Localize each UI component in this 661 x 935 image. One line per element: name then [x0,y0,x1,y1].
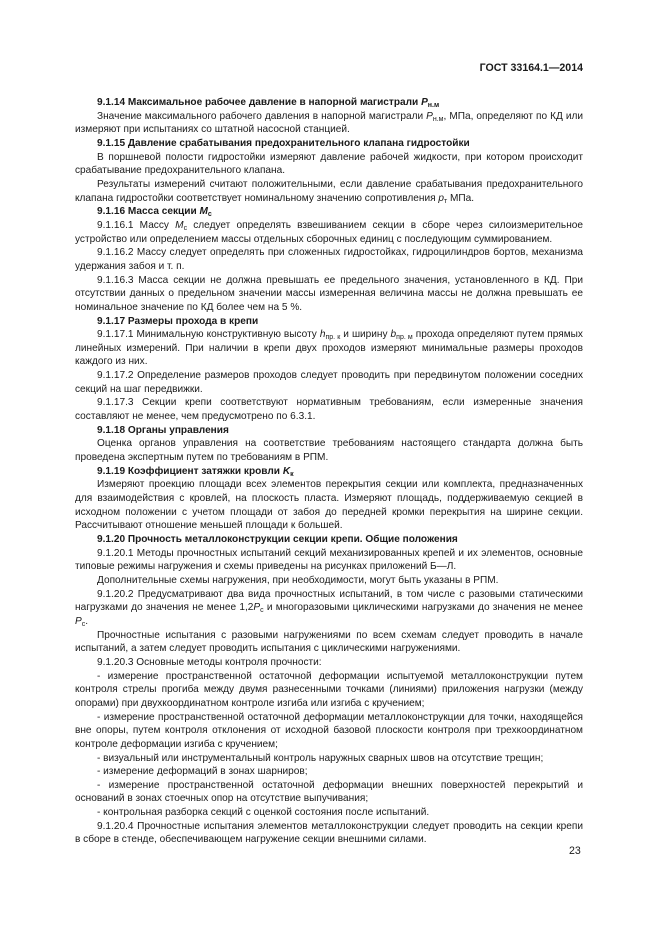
document-body [75,96,583,847]
paragraph: - измерение пространственной остаточной деформации металлоконструкции для точки, находящейся вне опоры, путем контроля отклонения от исходной базовой плоскости контроля при трехкоординатном контроле деформации изгиба с кручением; [75,711,583,750]
math-symbol [426,111,443,122]
text-run: 9.1.19 Коэффициент затяжки кровли [97,465,283,477]
paragraph: В поршневой полости гидростойки измеряют давление рабочей жидкости, при котором происходит срабатывание предохранительного клапана. [75,151,583,177]
paragraph: 9.1.20.3 Основные методы контроля прочности: [97,656,322,668]
symbol-subscript: c [260,607,264,615]
text-run: прохода определяют путем прямых линейных измерений. При наличии в крепи двух проходов измеряют минимальные размеры проходов каждого из них. [75,329,583,368]
paragraph [75,588,583,629]
text-run: МПа. [447,192,475,204]
paragraph: 9.1.17.2 Определение размеров проходов следует проводить при передвинутом положении соседних секций на шаг передвижки. [75,370,583,395]
text-run: , МПа, определяют по КД или измеряют при испытаниях со штатной насосной станцией. [75,110,584,136]
math-symbol [283,466,294,477]
text-run: Результаты измерений считают положительными, если давление срабатывания предохранительного клапана гидростойки соответствует номинальному значению сопротивления [75,178,583,204]
symbol-subscript: т [443,197,448,205]
text-run: 9.1.16.1 Массу [97,219,176,231]
symbol-subscript: н.м [427,102,440,109]
math-symbol [175,220,187,231]
paragraph: - измерение деформаций в зонах шарниров; [97,766,308,778]
paragraph: 9.1.16.2 Массу следует определять при сложенных гидростойках, гидроцилиндров бортов, механизма удержания забоя и т. п. [75,247,583,272]
symbol-subscript: c [81,620,86,628]
page-number: 23 [569,845,581,857]
section-heading: 9.1.17 Размеры прохода в крепи [97,315,259,327]
section-heading [75,96,583,110]
section-heading [75,205,583,219]
text-run: следует определять взвешиванием секции в сборе через силоизмерительное устройство или определением массы отдельных сборочных единиц с последующим суммированием. [75,219,583,245]
text-run: 9.1.20.2 Предусматривают два вида прочностных испытаний, в том числе с разовыми статическими нагрузками до значения не менее 1,2 [75,588,583,614]
math-symbol [391,329,413,340]
symbol-letter: M [199,206,208,218]
symbol-letter: P [75,615,82,627]
math-symbol [320,329,340,340]
math-symbol [438,193,447,204]
symbol-letter: P [253,602,261,614]
text-run: и многоразовыми циклическими нагрузками до значения не менее [263,602,583,614]
text-run: . [85,615,89,627]
paragraph: 9.1.20.4 Прочностные испытания элементов металлоконструкции следует проводить на секции крепи в сборе в стенде, обеспечивающем нагружение секции внешними силами. [75,820,583,846]
math-symbol [199,206,211,217]
symbol-letter: P [426,110,433,122]
paragraph: Дополнительные схемы нагружения, при необходимости, могут быть указаны в РПМ. [97,574,499,586]
paragraph: 9.1.20.1 Методы прочностных испытаний секций механизированных крепей и их элементов, основные типовые режимы нагружения и схемы приведены на рисунках приложений Б—Л. [75,547,583,573]
paragraph: Оценка органов управления на соответствие требованиям настоящего стандарта должна быть проведена экспертным путем по требованиям в РПМ. [75,438,583,464]
section-heading [75,465,583,479]
symbol-subscript: c [207,211,212,219]
text-run: 9.1.17.1 Минимальную конструктивную высоту [97,329,320,341]
symbol-letter: M [175,219,184,231]
symbol-subscript: к [290,470,294,478]
symbol-subscript: пр. м [396,334,413,342]
paragraph [75,328,583,369]
symbol-letter: P [421,97,428,108]
text-run: 9.1.16 Масса секции [97,206,200,218]
paragraph: - визуальный или инструментальный контроль наружных сварных швов на отсутствие трещин; [97,752,544,764]
symbol-subscript: пр. к [325,334,341,342]
symbol-subscript: н.м [432,115,444,123]
paragraph: Прочностные испытания с разовыми нагружениями по всем схемам следует проводить в начале испытаний, а затем следует проводить испытания с циклическими нагружениями. [75,629,583,655]
symbol-letter: h [319,329,326,341]
paragraph: - измерение пространственной остаточной деформации испытуемой металлоконструкции путем контроля стрелы прогиба между двумя разнесенными точками (линиями) приложения нагрузки (между опорами) при двухкоординатном контроле изгиба или изгиба с кручением; [75,670,583,709]
text-run: и ширину [340,329,391,341]
section-heading: 9.1.20 Прочность металлоконструкции секции крепи. Общие положения [97,534,458,545]
symbol-letter: b [390,329,397,341]
paragraph [75,178,583,205]
paragraph: Измеряют проекцию площади всех элементов перекрытия секции или комплекта, предназначенных для взаимодействия с кровлей, на плоскость пласта. Измеряют площадь, поддерживаемую секцией в исходном положении с учетом площади от забоя до передней кромки перекрытия на ширине секции. Рассчитывают отношение меньшей площади к большей. [75,479,583,532]
section-heading: 9.1.15 Давление срабатывания предохранительного клапана гидростойки [97,137,470,149]
math-symbol [253,602,263,613]
document-code: ГОСТ 33164.1—2014 [479,62,583,74]
paragraph: 9.1.16.3 Масса секции не должна превышать ее предельного значения, установленного в КД. При отсутствии данных о предельном значении массы измеренная величина массы не должна превышать ее номинальное значение по КД более чем на 5 %. [75,274,583,313]
symbol-letter: K [282,465,291,477]
text-run: Значение максимального рабочего давления в напорной магистрали [97,110,427,122]
paragraph: - контрольная разборка секций с оценкой состояния после испытаний. [97,807,430,819]
paragraph [75,110,583,137]
math-symbol [75,616,85,627]
symbol-subscript: c [183,224,188,232]
section-heading: 9.1.18 Органы управления [97,424,229,436]
symbol-letter: p [438,192,444,204]
paragraph: - измерение пространственной остаточной деформации внешних поверхностей перекрытий и оснований в зонах стоечных опор на отсутствие выпучивания; [75,779,583,805]
math-symbol [421,97,439,108]
paragraph [75,219,583,246]
text-run: 9.1.14 Максимальное рабочее давление в напорной магистрали [97,97,422,108]
paragraph: 9.1.17.3 Секции крепи соответствуют нормативным требованиям, если измеренные значения составляют не менее, чем предусмотрено по 6.3.1. [75,397,583,423]
